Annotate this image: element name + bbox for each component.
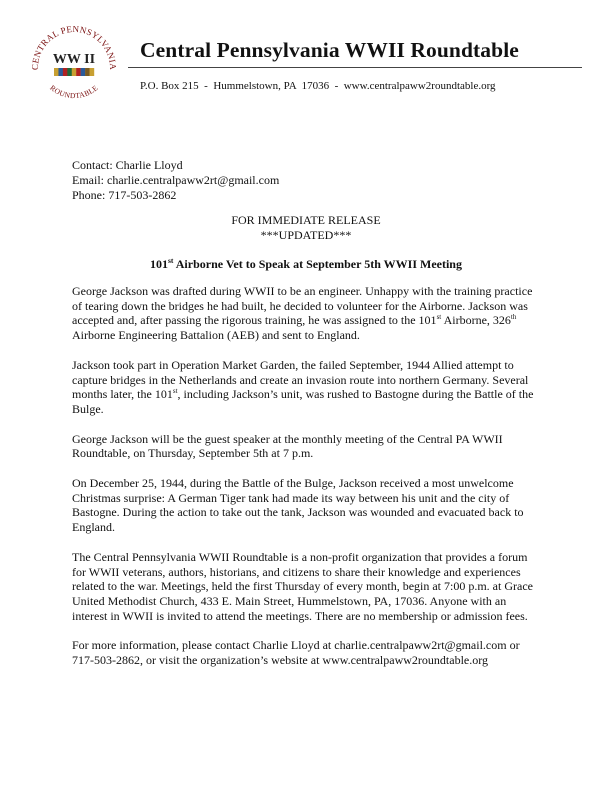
roundtable-logo xyxy=(26,16,122,112)
logo-arc-bottom-text: ROUNDTABLE xyxy=(48,83,100,101)
ribbon-stripe xyxy=(63,68,68,76)
ribbon-stripe xyxy=(76,68,81,76)
ribbon-stripe xyxy=(67,68,72,76)
organization-address: P.O. Box 215 - Hummelstown, PA 17036 - www.centralpaww2roundtable.org xyxy=(140,80,496,92)
paragraph-6: For more information, please contact Charlie Lloyd at charlie.centralpaww2rt@gmail.com or 717-503-2862, or visit the organization’s website at www.centralpaww2roundtable.org xyxy=(72,638,520,668)
organization-title: Central Pennsylvania WWII Roundtable xyxy=(140,38,519,62)
contact-block xyxy=(72,158,279,203)
paragraph-2: Jackson took part in Operation Market Garden, the failed September, 1944 Allied attempt to capture bridges in the Netherlands and create an invasion route into northern Germany. Several months later, the 101st, including Jackson’s unit, was rushed to Bastogne during the Battle of the Bulge. xyxy=(72,357,534,416)
logo-arc-top-text: CENTRAL PENNSYLVANIA xyxy=(29,23,119,71)
ribbon-stripe xyxy=(90,68,95,76)
header-divider xyxy=(128,67,582,68)
release-line: FOR IMMEDIATE RELEASE xyxy=(231,213,381,227)
paragraph-4: On December 25, 1944, during the Battle of the Bulge, Jackson received a most unwelcome Christmas surprise: A German Tiger tank had made its way between his unit and the city of Bastogne. During the action to take out the tank, Jackson was wounded and evacuated back to England. xyxy=(72,476,524,535)
paragraph-3: George Jackson will be the guest speaker at the monthly meeting of the Central PA WWII Roundtable, on Thursday, September 5th at 7 p.m. xyxy=(72,431,503,461)
logo-center-text: WW II xyxy=(52,52,96,67)
paragraph-5: The Central Pennsylvania WWII Roundtable is a non-profit organization that provides a forum for WWII veterans, authors, historians, and citizens to share their knowledge and experiences related to the war. Meetings, held the first Thursday of every month, begin at 7:00 p.m. at Grace United Methodist Church, 433 E. Main Street, Hummelstown, PA, 17036. Anyone with an interest in WWII is invited to attend the meetings. There are no membership or admission fees. xyxy=(72,549,533,623)
contact-email: Email: charlie.centralpaww2rt@gmail.com xyxy=(72,173,280,187)
contact-phone: Phone: 717-503-2862 xyxy=(72,188,177,202)
ribbon-stripe xyxy=(81,68,86,76)
ribbon-stripe xyxy=(72,68,77,76)
press-release-body xyxy=(72,284,540,683)
paragraph-1: George Jackson was drafted during WWII to be an engineer. Unhappy with the training practice of tearing down the bridges he had built, he decided to volunteer for the Airborne. Jackson was accepted and, after passing the rigorous training, he was assigned to the 101st Airborne, 326th Airborne Engineering Battalion (AEB) and sent to England. xyxy=(72,284,533,343)
press-release-headline: 101st Airborne Vet to Speak at September 5th WWII Meeting xyxy=(150,256,462,271)
ribbon-stripe xyxy=(85,68,90,76)
ribbon-stripe xyxy=(58,68,63,76)
updated-line: ***UPDATED*** xyxy=(260,228,352,242)
logo-ribbon xyxy=(54,68,94,76)
contact-name: Contact: Charlie Lloyd xyxy=(72,158,183,172)
ribbon-stripe xyxy=(54,68,59,76)
